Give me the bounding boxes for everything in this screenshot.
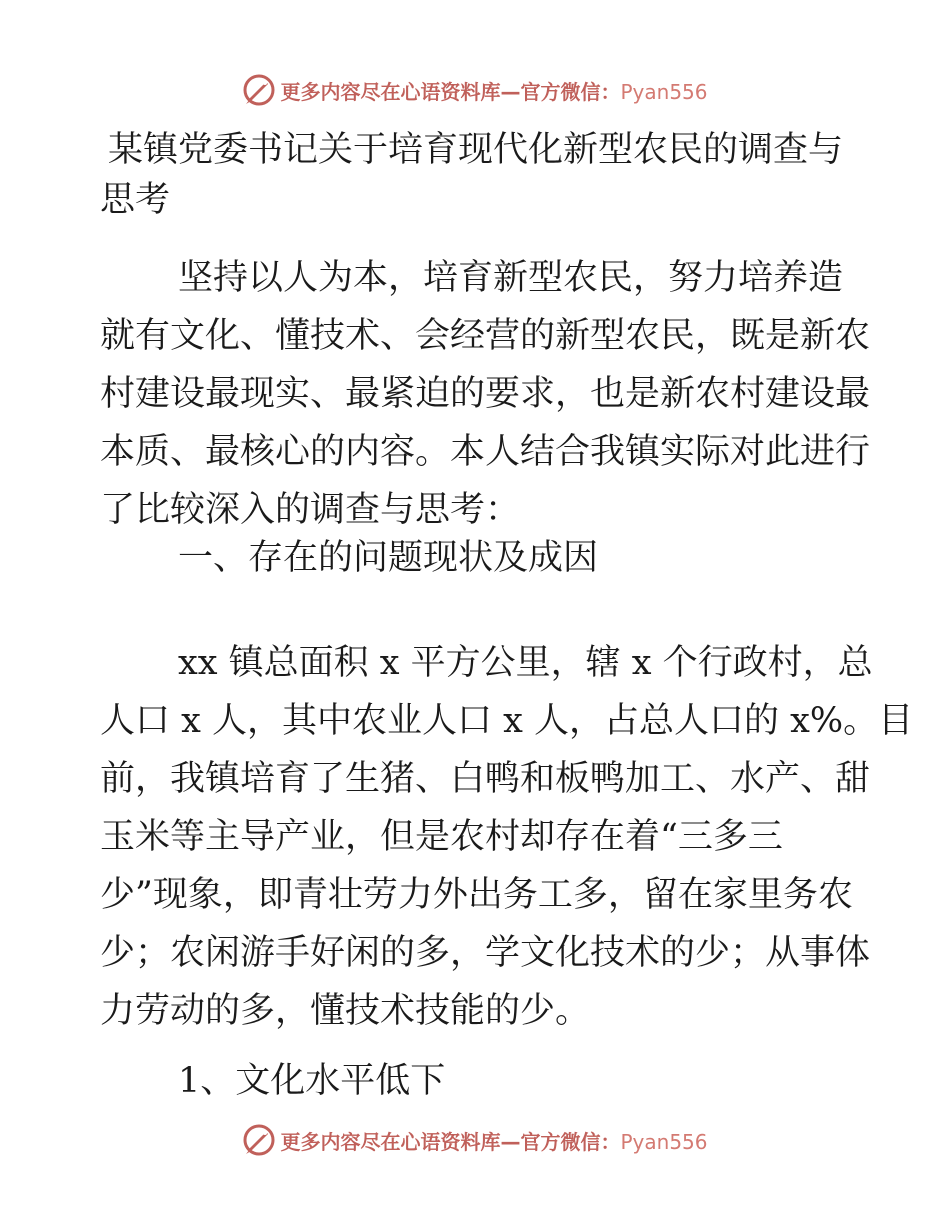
text-line: 村建设最现实、最紧迫的要求，也是新农村建设最 — [100, 374, 871, 414]
text-line: 力劳动的多，懂技术技能的少。 — [100, 991, 591, 1031]
pen-logo-icon — [242, 1123, 276, 1157]
text-line: 少；农闲游手好闲的多，学文化技术的少；从事体 — [100, 933, 871, 973]
banner-wechat-id: Pyan556 — [620, 1129, 708, 1154]
header-watermark-banner — [0, 70, 950, 110]
section-heading — [100, 529, 850, 587]
pen-logo-icon — [242, 73, 276, 107]
title-line-2: 思考 — [100, 180, 171, 220]
sub-heading — [100, 1052, 850, 1110]
title-line-1: 某镇党委书记关于培育现代化新型农民的调查与 — [108, 130, 844, 170]
heading-text: 1、文化水平低下 — [178, 1061, 446, 1101]
body-paragraph — [100, 634, 914, 1040]
text-line: xx 镇总面积 x 平方公里，辖 x 个行政村，总 — [178, 643, 873, 683]
text-line: 少”现象，即青壮劳力外出务工多，留在家里务农 — [100, 875, 853, 915]
text-line: 坚持以人为本，培育新型农民，努力培养造 — [178, 258, 844, 298]
text-line: 就有文化、懂技术、会经营的新型农民，既是新农 — [100, 316, 871, 356]
footer-watermark-banner — [0, 1120, 950, 1160]
banner-wechat-id: Pyan556 — [620, 79, 708, 104]
banner-text: 更多内容尽在心语资料库—官方微信： — [280, 1129, 621, 1154]
text-line: 本质、最核心的内容。本人结合我镇实际对此进行 — [100, 432, 871, 472]
heading-text: 一、存在的问题现状及成因 — [178, 538, 599, 578]
text-line: 了比较深入的调查与思考： — [100, 490, 521, 530]
intro-paragraph — [100, 249, 871, 539]
text-line: 人口 x 人，其中农业人口 x 人，占总人口的 x%。目 — [100, 701, 914, 741]
text-line: 前，我镇培育了生猪、白鸭和板鸭加工、水产、甜 — [100, 759, 871, 799]
document-title — [100, 125, 850, 225]
text-line: 玉米等主导产业，但是农村却存在着“三多三 — [100, 817, 783, 857]
banner-text: 更多内容尽在心语资料库—官方微信： — [280, 79, 621, 104]
